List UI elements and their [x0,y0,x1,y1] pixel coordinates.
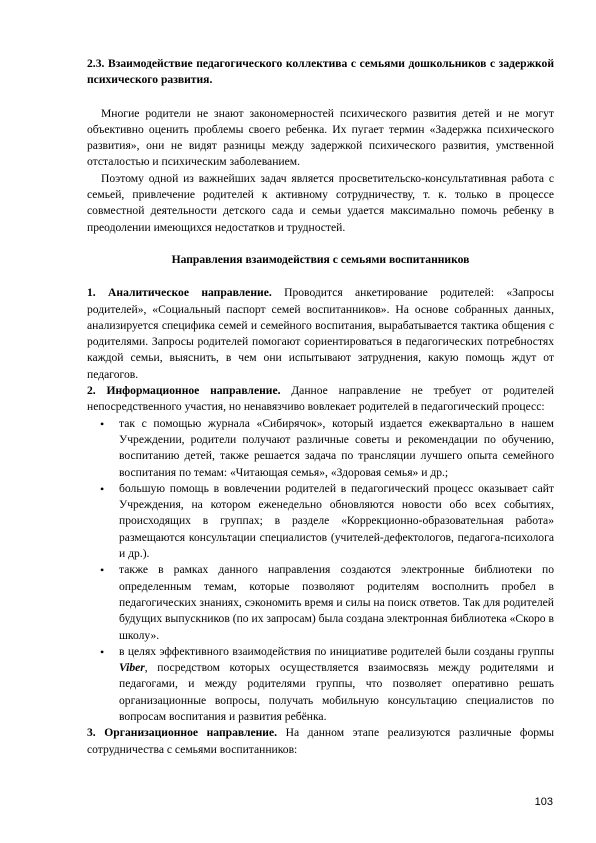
directions-subheading: Направления взаимодействия с семьями воспитанников [171,252,470,266]
page-number: 103 [534,796,553,808]
direction-analytical-text: Проводится анкетирование родителей: «Запросы родителей», «Социальный паспорт семей воспитанников». На основе собранных данных, анализируется специфика семей и семейного воспитания, вырабатывается тактика общения с родителями. Запросы родителей помогают сориентироваться в педагогических потребностях каждой семьи, выяснить, в чем они испытывают затруднения, какую помощь ждут от педагогов. [87,286,554,381]
direction-informational-title: 2. Информационное направление. [87,384,281,398]
intro-paragraph-2: Поэтому одной из важнейших задач является просветительско-консультативная работа с семьей, привлечение родителей к активному сотрудничеству, т. к. только в процессе совместной деятельности детского сада и семьи удается максимально помочь ребенку в преодолении имеющихся недостатков и трудностей. [87,171,554,234]
direction-informational [87,383,554,416]
section-title: 2.3. Взаимодействие педагогического коллектива с семьями дошкольников с задержкой психического развития. [87,57,554,87]
viber-emphasis: Viber [119,661,145,675]
bullet-viber-text-before: в целях эффективного взаимодействия по инициативе родителей были созданы группы [119,644,554,658]
direction-organizational-text: На данном этапе реализуются различные формы сотрудничества с семьями воспитанников: [87,726,554,756]
direction-organizational [87,725,554,758]
direction-analytical-title: 1. Аналитическое направление. [87,286,272,300]
bullet-item-viber [119,644,554,725]
bullet-item-e-library: • также в рамках данного направления создаются электронные библиотеки по определенным темам, которые позволяют родителям восполнить пробел в педагогических знаниях, сэкономить время и силы на поиск ответов. Так для родителей будущих выпускников (по их запросам) была создана электронная библиотека «Скоро в школу». [119,562,554,643]
informational-bullet-list [87,416,554,726]
bullet-item-website: • большую помощь в вовлечении родителей в педагогический процесс оказывает сайт Учреждения, на котором еженедельно обновляются новости обо всех событиях, происходящих в группах; в разделе «Коррекционно-образовательная работа» размещаются консультации специалистов (учителей-дефектологов, педагога-психолога и др.). [119,481,554,562]
direction-analytical [87,285,554,383]
intro-paragraph-1: Многие родители не знают закономерностей психического развития детей и не могут объективно оценить проблемы своего ребенка. Их пугает термин «Задержка психического развития», они не видят разницы между задержкой психического развития, умственной отсталостью и психическим заболеванием. [87,106,554,169]
page-content [87,56,554,758]
bullet-item-journal: • так с помощью журнала «Сибирячок», который издается ежеквартально в нашем Учреждении, родители получают различные советы и рекомендации по обучению, воспитанию детей, также решается задача по трансляции лучшего опыта семейного воспитания по темам: «Читающая семья», «Здоровая семья» и др.; [119,416,554,481]
direction-organizational-title: 3. Организационное направление. [87,726,278,740]
direction-informational-text: Данное направление не требует от родителей непосредственного участия, но ненавязчиво вовлекает родителей в педагогический процесс: [87,384,554,414]
bullet-viber-text-after: , посредством которых осуществляется взаимосвязь между родителями и педагогами, и между родителями группы, что позволяет оперативно решать организационные вопросы, получать мобильную консультацию специалистов по вопросам воспитания и развития ребёнка. [119,661,554,723]
